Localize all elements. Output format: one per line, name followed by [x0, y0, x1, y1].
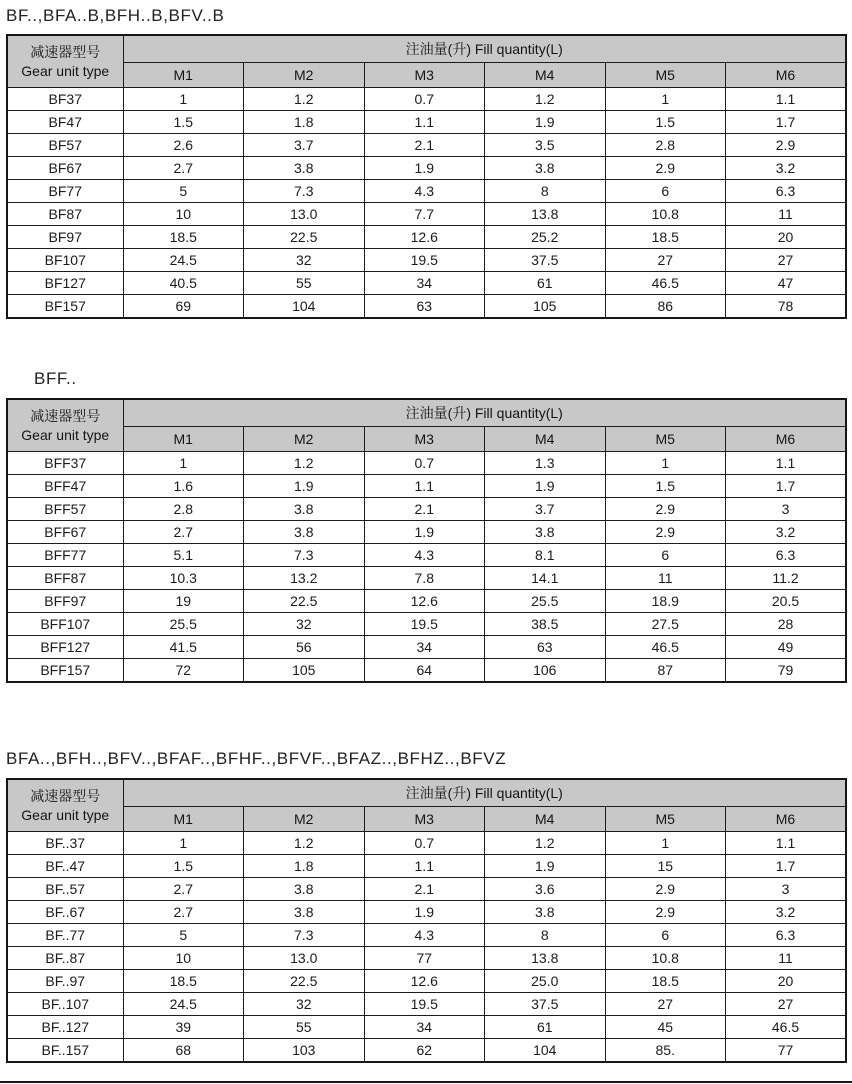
fill-quantity-value: 1.8	[244, 855, 365, 878]
gear-unit-model: BFF37	[7, 452, 123, 475]
fill-quantity-value: 40.5	[123, 272, 244, 295]
fill-quantity-value: 3.8	[244, 521, 365, 544]
fill-quantity-table	[6, 778, 847, 1063]
column-header-m2: M2	[244, 807, 365, 832]
fill-quantity-value: 55	[244, 1016, 365, 1039]
fill-quantity-value: 105	[244, 659, 365, 683]
fill-quantity-value: 85.	[605, 1039, 726, 1063]
fill-quantity-table	[6, 398, 847, 683]
column-header-m1: M1	[123, 427, 244, 452]
fill-quantity-value: 69	[123, 295, 244, 319]
header-row-top	[7, 35, 846, 63]
gear-unit-model: BF..47	[7, 855, 123, 878]
fill-quantity-value: 2.7	[123, 901, 244, 924]
fill-quantity-value: 61	[485, 272, 606, 295]
table-title: BFA..,BFH..,BFV..,BFAF..,BFHF..,BFVF..,BFAZ..,BFHZ..,BFVZ	[6, 749, 507, 768]
fill-quantity-value: 3.7	[485, 498, 606, 521]
fill-quantity-value: 104	[485, 1039, 606, 1063]
column-header-m2: M2	[244, 427, 365, 452]
fill-quantity-value: 10	[123, 203, 244, 226]
fill-quantity-value: 2.9	[605, 878, 726, 901]
fill-quantity-value: 7.8	[364, 567, 485, 590]
gear-unit-model: BFF87	[7, 567, 123, 590]
fill-quantity-value: 1.1	[726, 832, 847, 855]
fill-quantity-value: 2.9	[605, 498, 726, 521]
gear-unit-model: BF..57	[7, 878, 123, 901]
fill-quantity-value: 32	[244, 993, 365, 1016]
fill-quantity-value: 104	[244, 295, 365, 319]
header-row-top	[7, 399, 846, 427]
fill-quantity-value: 1	[605, 832, 726, 855]
fill-quantity-value: 13.8	[485, 947, 606, 970]
fill-quantity-value: 6	[605, 180, 726, 203]
table-row	[7, 111, 846, 134]
column-header-m6: M6	[726, 807, 847, 832]
fill-quantity-value: 24.5	[123, 993, 244, 1016]
table-row	[7, 249, 846, 272]
table-row	[7, 878, 846, 901]
fill-quantity-header: 注油量(升) Fill quantity(L)	[123, 779, 846, 807]
fill-quantity-value: 1	[123, 832, 244, 855]
fill-quantity-value: 2.1	[364, 134, 485, 157]
gear-unit-model: BF87	[7, 203, 123, 226]
fill-quantity-value: 1.9	[364, 521, 485, 544]
table-section-bff	[6, 369, 847, 683]
fill-quantity-table	[6, 34, 847, 319]
table-row	[7, 993, 846, 1016]
gear-unit-model: BF107	[7, 249, 123, 272]
fill-quantity-value: 6.3	[726, 924, 847, 947]
fill-quantity-value: 105	[485, 295, 606, 319]
table-row	[7, 590, 846, 613]
gear-unit-type-header	[7, 35, 123, 88]
table-row	[7, 226, 846, 249]
fill-quantity-value: 7.3	[244, 924, 365, 947]
fill-quantity-value: 3.8	[244, 901, 365, 924]
fill-quantity-value: 2.1	[364, 498, 485, 521]
fill-quantity-value: 87	[605, 659, 726, 683]
column-header-m3: M3	[364, 63, 485, 88]
fill-quantity-value: 3.6	[485, 878, 606, 901]
fill-quantity-value: 0.7	[364, 88, 485, 111]
table-row	[7, 544, 846, 567]
fill-quantity-value: 3.8	[485, 157, 606, 180]
header-row-columns	[7, 63, 846, 88]
fill-quantity-value: 2.6	[123, 134, 244, 157]
fill-quantity-value: 13.2	[244, 567, 365, 590]
gear-unit-model: BF..37	[7, 832, 123, 855]
gear-unit-type-zh: 减速器型号	[30, 44, 101, 61]
fill-quantity-value: 56	[244, 636, 365, 659]
fill-quantity-value: 2.8	[123, 498, 244, 521]
fill-quantity-value: 10.8	[605, 947, 726, 970]
fill-quantity-value: 4.3	[364, 180, 485, 203]
fill-quantity-value: 77	[726, 1039, 847, 1063]
fill-quantity-value: 18.9	[605, 590, 726, 613]
fill-quantity-value: 12.6	[364, 590, 485, 613]
gear-unit-model: BFF127	[7, 636, 123, 659]
table-row	[7, 636, 846, 659]
fill-quantity-value: 1.5	[605, 111, 726, 134]
fill-quantity-value: 1.2	[485, 832, 606, 855]
column-header-m3: M3	[364, 807, 485, 832]
fill-quantity-value: 46.5	[605, 272, 726, 295]
fill-quantity-value: 1.1	[364, 111, 485, 134]
fill-quantity-value: 38.5	[485, 613, 606, 636]
column-header-m4: M4	[485, 63, 606, 88]
fill-quantity-value: 11	[726, 947, 847, 970]
fill-quantity-value: 19.5	[364, 613, 485, 636]
table-row	[7, 203, 846, 226]
fill-quantity-value: 2.9	[726, 134, 847, 157]
fill-quantity-value: 13.0	[244, 203, 365, 226]
gear-unit-model: BF157	[7, 295, 123, 319]
fill-quantity-value: 3	[726, 498, 847, 521]
table-row	[7, 272, 846, 295]
fill-quantity-value: 6	[605, 924, 726, 947]
fill-quantity-value: 64	[364, 659, 485, 683]
fill-quantity-value: 2.9	[605, 521, 726, 544]
fill-quantity-value: 39	[123, 1016, 244, 1039]
fill-quantity-value: 79	[726, 659, 847, 683]
column-header-m1: M1	[123, 807, 244, 832]
fill-quantity-value: 25.2	[485, 226, 606, 249]
fill-quantity-value: 24.5	[123, 249, 244, 272]
fill-quantity-value: 34	[364, 636, 485, 659]
fill-quantity-header: 注油量(升) Fill quantity(L)	[123, 399, 846, 427]
fill-quantity-value: 46.5	[726, 1016, 847, 1039]
table-row	[7, 1039, 846, 1063]
gear-unit-model: BF37	[7, 88, 123, 111]
gear-unit-type-zh: 减速器型号	[30, 788, 101, 805]
fill-quantity-value: 72	[123, 659, 244, 683]
fill-quantity-value: 19	[123, 590, 244, 613]
gear-unit-model: BF..67	[7, 901, 123, 924]
fill-quantity-value: 27	[726, 249, 847, 272]
table-row	[7, 832, 846, 855]
gear-unit-model: BF..97	[7, 970, 123, 993]
fill-quantity-value: 12.6	[364, 970, 485, 993]
column-header-m6: M6	[726, 63, 847, 88]
fill-quantity-value: 15	[605, 855, 726, 878]
fill-quantity-value: 4.3	[364, 544, 485, 567]
table-row	[7, 295, 846, 319]
fill-quantity-value: 1	[605, 452, 726, 475]
fill-quantity-value: 20	[726, 226, 847, 249]
fill-quantity-value: 37.5	[485, 993, 606, 1016]
fill-quantity-value: 11	[726, 203, 847, 226]
fill-quantity-value: 1.1	[364, 855, 485, 878]
fill-quantity-value: 55	[244, 272, 365, 295]
column-header-m4: M4	[485, 427, 606, 452]
fill-quantity-value: 22.5	[244, 970, 365, 993]
fill-quantity-value: 78	[726, 295, 847, 319]
gear-unit-model: BFF47	[7, 475, 123, 498]
fill-quantity-value: 19.5	[364, 993, 485, 1016]
fill-quantity-value: 1	[123, 88, 244, 111]
fill-quantity-value: 8	[485, 180, 606, 203]
column-header-m5: M5	[605, 807, 726, 832]
table-row	[7, 521, 846, 544]
fill-quantity-value: 11.2	[726, 567, 847, 590]
fill-quantity-value: 3.2	[726, 157, 847, 180]
fill-quantity-value: 1.7	[726, 855, 847, 878]
fill-quantity-value: 3.2	[726, 901, 847, 924]
header-row-columns	[7, 807, 846, 832]
gear-unit-model: BF..127	[7, 1016, 123, 1039]
fill-quantity-value: 1.2	[485, 88, 606, 111]
fill-quantity-value: 6.3	[726, 180, 847, 203]
fill-quantity-value: 34	[364, 1016, 485, 1039]
fill-quantity-value: 22.5	[244, 226, 365, 249]
table-row	[7, 475, 846, 498]
fill-quantity-value: 3.7	[244, 134, 365, 157]
fill-quantity-value: 47	[726, 272, 847, 295]
fill-quantity-value: 61	[485, 1016, 606, 1039]
gear-unit-type-zh: 减速器型号	[30, 408, 101, 425]
fill-quantity-value: 1.7	[726, 475, 847, 498]
fill-quantity-value: 5	[123, 180, 244, 203]
gear-unit-model: BFF107	[7, 613, 123, 636]
fill-quantity-value: 3	[726, 878, 847, 901]
fill-quantity-header: 注油量(升) Fill quantity(L)	[123, 35, 846, 63]
fill-quantity-value: 1.2	[244, 832, 365, 855]
fill-quantity-value: 68	[123, 1039, 244, 1063]
fill-quantity-value: 25.5	[485, 590, 606, 613]
table-row	[7, 901, 846, 924]
fill-quantity-value: 1.5	[123, 855, 244, 878]
fill-quantity-value: 46.5	[605, 636, 726, 659]
column-header-m4: M4	[485, 807, 606, 832]
fill-quantity-value: 8	[485, 924, 606, 947]
fill-quantity-value: 7.7	[364, 203, 485, 226]
fill-quantity-value: 32	[244, 613, 365, 636]
fill-quantity-value: 1.8	[244, 111, 365, 134]
column-header-m2: M2	[244, 63, 365, 88]
table-row	[7, 180, 846, 203]
table-title: BF..,BFA..B,BFH..B,BFV..B	[6, 6, 225, 25]
gear-unit-type-header	[7, 399, 123, 452]
table-section-bf	[6, 6, 847, 319]
fill-quantity-value: 1.1	[364, 475, 485, 498]
fill-quantity-value: 3.8	[485, 901, 606, 924]
table-row	[7, 1016, 846, 1039]
fill-quantity-value: 11	[605, 567, 726, 590]
fill-quantity-value: 1.2	[244, 88, 365, 111]
fill-quantity-value: 1.9	[364, 901, 485, 924]
fill-quantity-value: 12.6	[364, 226, 485, 249]
fill-quantity-value: 1	[123, 452, 244, 475]
gear-unit-model: BF97	[7, 226, 123, 249]
gear-unit-type-en: Gear unit type	[21, 62, 110, 79]
fill-quantity-value: 13.8	[485, 203, 606, 226]
fill-quantity-value: 62	[364, 1039, 485, 1063]
fill-quantity-value: 20	[726, 970, 847, 993]
fill-quantity-value: 1.5	[605, 475, 726, 498]
fill-quantity-value: 2.8	[605, 134, 726, 157]
table-row	[7, 498, 846, 521]
fill-quantity-value: 18.5	[605, 970, 726, 993]
fill-quantity-value: 1.9	[485, 855, 606, 878]
fill-quantity-value: 2.1	[364, 878, 485, 901]
fill-quantity-value: 18.5	[605, 226, 726, 249]
fill-quantity-value: 1.5	[123, 111, 244, 134]
fill-quantity-value: 18.5	[123, 226, 244, 249]
fill-quantity-value: 0.7	[364, 452, 485, 475]
fill-quantity-value: 49	[726, 636, 847, 659]
fill-quantity-value: 1	[605, 88, 726, 111]
fill-quantity-value: 20.5	[726, 590, 847, 613]
gear-unit-model: BF..107	[7, 993, 123, 1016]
fill-quantity-value: 1.1	[726, 88, 847, 111]
fill-quantity-value: 22.5	[244, 590, 365, 613]
fill-quantity-value: 106	[485, 659, 606, 683]
gear-unit-model: BFF57	[7, 498, 123, 521]
fill-quantity-value: 1.6	[123, 475, 244, 498]
fill-quantity-value: 77	[364, 947, 485, 970]
gear-unit-model: BF127	[7, 272, 123, 295]
gear-unit-model: BF57	[7, 134, 123, 157]
gear-unit-type-en: Gear unit type	[21, 426, 110, 443]
fill-quantity-value: 2.7	[123, 157, 244, 180]
gear-unit-model: BFF77	[7, 544, 123, 567]
fill-quantity-value: 10.8	[605, 203, 726, 226]
fill-quantity-value: 3.8	[244, 498, 365, 521]
fill-quantity-value: 1.9	[244, 475, 365, 498]
fill-quantity-value: 1.9	[364, 157, 485, 180]
fill-quantity-value: 3.8	[485, 521, 606, 544]
table-row	[7, 134, 846, 157]
fill-quantity-value: 2.7	[123, 521, 244, 544]
fill-quantity-value: 7.3	[244, 180, 365, 203]
fill-quantity-value: 2.9	[605, 901, 726, 924]
fill-quantity-value: 5	[123, 924, 244, 947]
header-row-columns	[7, 427, 846, 452]
fill-quantity-value: 63	[485, 636, 606, 659]
gear-unit-model: BFF67	[7, 521, 123, 544]
column-header-m6: M6	[726, 427, 847, 452]
fill-quantity-value: 8.1	[485, 544, 606, 567]
fill-quantity-value: 10	[123, 947, 244, 970]
table-row	[7, 970, 846, 993]
fill-quantity-value: 2.7	[123, 878, 244, 901]
fill-quantity-value: 3.5	[485, 134, 606, 157]
fill-quantity-value: 19.5	[364, 249, 485, 272]
gear-unit-model: BF..87	[7, 947, 123, 970]
gear-unit-model: BF67	[7, 157, 123, 180]
fill-quantity-value: 7.3	[244, 544, 365, 567]
gear-unit-model: BF..157	[7, 1039, 123, 1063]
fill-quantity-value: 27.5	[605, 613, 726, 636]
fill-quantity-value: 86	[605, 295, 726, 319]
fill-quantity-value: 3.8	[244, 157, 365, 180]
table-row	[7, 157, 846, 180]
table-section-bfa-variants	[6, 749, 847, 1063]
fill-quantity-value: 3.8	[244, 878, 365, 901]
fill-quantity-value: 103	[244, 1039, 365, 1063]
fill-quantity-value: 45	[605, 1016, 726, 1039]
fill-quantity-value: 1.1	[726, 452, 847, 475]
header-row-top	[7, 779, 846, 807]
table-row	[7, 855, 846, 878]
fill-quantity-value: 1.7	[726, 111, 847, 134]
fill-quantity-value: 28	[726, 613, 847, 636]
table-row	[7, 88, 846, 111]
table-row	[7, 947, 846, 970]
fill-quantity-value: 1.2	[244, 452, 365, 475]
fill-quantity-value: 41.5	[123, 636, 244, 659]
fill-quantity-value: 63	[364, 295, 485, 319]
fill-quantity-value: 1.9	[485, 475, 606, 498]
fill-quantity-value: 0.7	[364, 832, 485, 855]
table-row	[7, 567, 846, 590]
fill-quantity-value: 25.5	[123, 613, 244, 636]
gear-unit-type-en: Gear unit type	[21, 806, 110, 823]
fill-quantity-value: 27	[726, 993, 847, 1016]
column-header-m3: M3	[364, 427, 485, 452]
fill-quantity-value: 27	[605, 993, 726, 1016]
fill-quantity-value: 37.5	[485, 249, 606, 272]
fill-quantity-value: 4.3	[364, 924, 485, 947]
fill-quantity-value: 25.0	[485, 970, 606, 993]
fill-quantity-value: 2.9	[605, 157, 726, 180]
fill-quantity-value: 1.9	[485, 111, 606, 134]
page-bottom-rule	[0, 1081, 852, 1083]
fill-quantity-value: 14.1	[485, 567, 606, 590]
column-header-m5: M5	[605, 427, 726, 452]
column-header-m1: M1	[123, 63, 244, 88]
fill-quantity-value: 1.3	[485, 452, 606, 475]
fill-quantity-value: 13.0	[244, 947, 365, 970]
gear-unit-model: BFF97	[7, 590, 123, 613]
table-row	[7, 452, 846, 475]
table-row	[7, 613, 846, 636]
gear-unit-type-header	[7, 779, 123, 832]
fill-quantity-value: 5.1	[123, 544, 244, 567]
fill-quantity-value: 18.5	[123, 970, 244, 993]
fill-quantity-value: 6	[605, 544, 726, 567]
fill-quantity-value: 10.3	[123, 567, 244, 590]
gear-unit-model: BFF157	[7, 659, 123, 683]
table-row	[7, 924, 846, 947]
fill-quantity-value: 32	[244, 249, 365, 272]
fill-quantity-value: 34	[364, 272, 485, 295]
fill-quantity-value: 3.2	[726, 521, 847, 544]
fill-quantity-value: 6.3	[726, 544, 847, 567]
gear-unit-model: BF77	[7, 180, 123, 203]
column-header-m5: M5	[605, 63, 726, 88]
fill-quantity-value: 27	[605, 249, 726, 272]
gear-unit-model: BF47	[7, 111, 123, 134]
table-row	[7, 659, 846, 683]
table-title: BFF..	[34, 369, 77, 388]
gear-unit-model: BF..77	[7, 924, 123, 947]
